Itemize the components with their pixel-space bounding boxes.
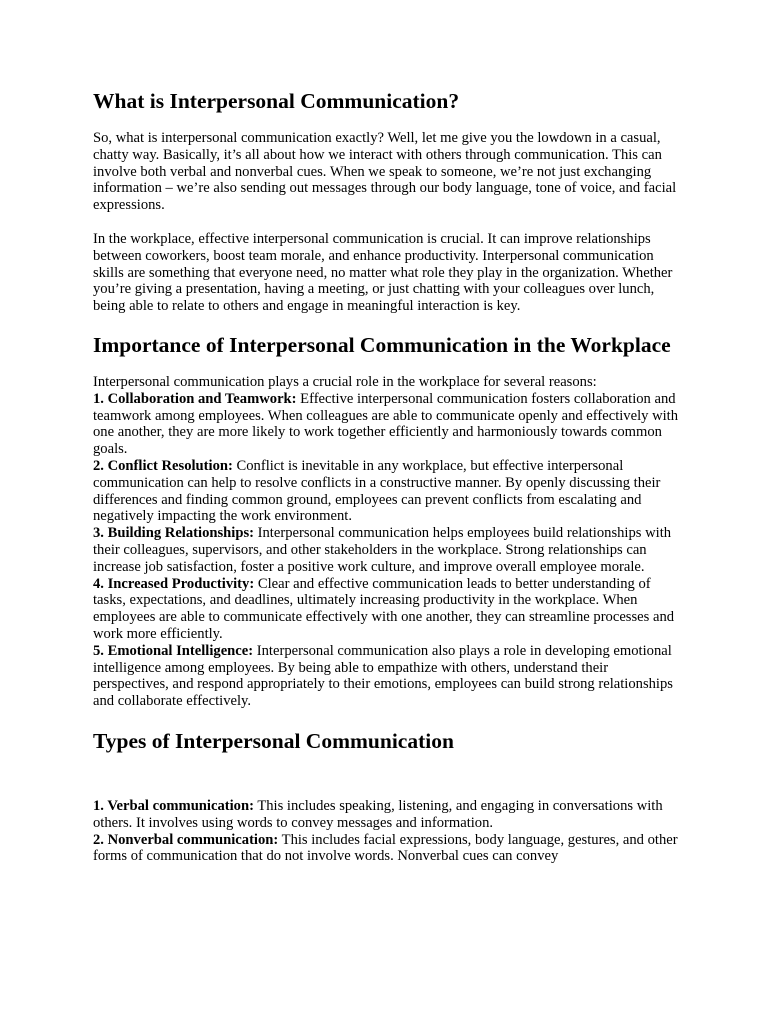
list-item-text: Clear and effective communication leads to better understanding of tasks, expectations, and deadlines, ultimately increasing productivity in the workplace. When employees are able to communicate effectively with one another, they can streamline processes and work more efficiently. — [93, 575, 675, 642]
list-item — [93, 525, 683, 575]
list-item-label: 2. Conflict Resolution: — [93, 457, 233, 474]
list-item — [93, 391, 683, 458]
list-item-text: Interpersonal communication helps employees build relationships with their colleagues, supervisors, and other stakeholders in the workplace. Strong relationships can increase job satisfaction, foster a positive work culture, and improve overall employee morale. — [93, 525, 672, 575]
list-item — [93, 798, 683, 832]
list-item-text: Effective interpersonal communication fosters collaboration and teamwork among employees. When colleagues are able to communicate openly and effectively with one another, they are more likely to work together efficiently and harmoniously towards common goals. — [93, 390, 679, 458]
section-heading-importance: Importance of Interpersonal Communication in the Workplace — [93, 332, 671, 357]
list-item-label: 4. Increased Productivity: — [93, 575, 255, 592]
importance-list — [93, 374, 683, 710]
section-heading-what-is: What is Interpersonal Communication? — [93, 89, 460, 113]
paragraph: In the workplace, effective interpersonal communication is crucial. It can improve relationships between coworkers, boost team morale, and enhance productivity. Interpersonal communication skills are something that everyone need, no matter what role they play in the organization. Whether you’re giving a presentation, having a meeting, or just chatting with your colleagues over lunch, being able to relate to others and engage in meaningful interaction is key. — [93, 230, 673, 315]
list-item — [93, 458, 683, 525]
document-page — [93, 88, 683, 865]
list-item — [93, 643, 683, 710]
list-intro: Interpersonal communication plays a crucial role in the workplace for several reasons: — [93, 373, 597, 390]
list-item-label: 5. Emotional Intelligence: — [93, 642, 254, 659]
list-item-label: 1. Collaboration and Teamwork: — [93, 390, 297, 407]
list-item-text: Interpersonal communication also plays a role in developing emotional intelligence among employees. By being able to empathize with others, understand their perspectives, and respond appropriately to their emotions, employees can build strong relationships and collaborate effectively. — [93, 642, 673, 710]
types-list — [93, 798, 683, 865]
list-item-label: 1. Verbal communication: — [93, 797, 254, 814]
list-item — [93, 832, 683, 866]
list-item-label: 3. Building Relationships: — [93, 525, 254, 542]
paragraph: So, what is interpersonal communication exactly? Well, let me give you the lowdown in a casual, chatty way. Basically, it’s all about how we interact with others through communication. This can involve both verbal and nonverbal cues. When we speak to someone, we’re not just exchanging information – we’re also sending out messages through our body language, tone of voice, and facial expressions. — [93, 130, 677, 214]
list-item-label: 2. Nonverbal communication: — [93, 831, 279, 848]
section-heading-types: Types of Interpersonal Communication — [93, 728, 454, 753]
list-item-text: Conflict is inevitable in any workplace, but effective interpersonal communication can help to resolve conflicts in a constructive manner. By openly discussing their differences and finding common ground, employees can prevent conflicts from escalating and negatively impacting the work environment. — [93, 457, 661, 525]
list-item-text: This includes facial expressions, body language, gestures, and other forms of communication that do not involve words. Nonverbal cues can convey — [93, 831, 678, 865]
list-item-text: This includes speaking, listening, and engaging in conversations with others. It involves using words to convey messages and information. — [93, 797, 663, 831]
list-item — [93, 576, 683, 643]
